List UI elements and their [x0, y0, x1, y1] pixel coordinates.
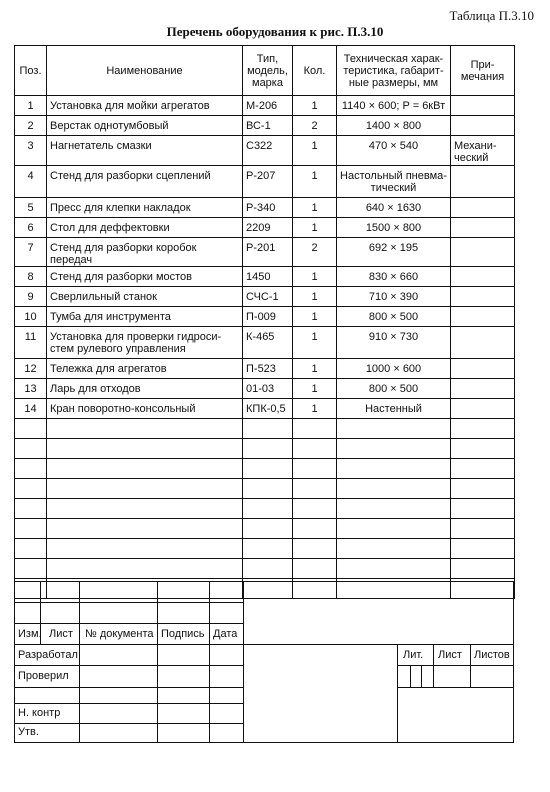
empty-cell [15, 419, 47, 439]
cell-note [451, 238, 515, 267]
empty-cell [451, 519, 515, 539]
cell-qty: 1 [293, 136, 337, 166]
cell-pos: 14 [15, 399, 47, 419]
table-row [15, 166, 515, 198]
cell-pos: 5 [15, 198, 47, 218]
empty-cell [293, 519, 337, 539]
cell-qty: 1 [293, 218, 337, 238]
cell-type: Р-340 [243, 198, 293, 218]
cell-note [451, 96, 515, 116]
empty-cell [451, 559, 515, 579]
empty-cell [293, 459, 337, 479]
cell-spec: 800 × 500 [337, 307, 451, 327]
cell-pos: 1 [15, 96, 47, 116]
empty-row [15, 539, 515, 559]
cell-name: Тележка для агрегатов [47, 359, 243, 379]
empty-cell [243, 459, 293, 479]
empty-cell [293, 539, 337, 559]
empty-cell [15, 439, 47, 459]
table-row [15, 198, 515, 218]
empty-cell [15, 519, 47, 539]
empty-cell [243, 479, 293, 499]
empty-cell [47, 439, 243, 459]
cell-type: П-523 [243, 359, 293, 379]
table-row [15, 267, 515, 287]
empty-cell [47, 499, 243, 519]
cell-name: Кран поворотно-консольный [47, 399, 243, 419]
cell-qty: 1 [293, 379, 337, 399]
equipment-table [14, 45, 515, 599]
empty-cell [243, 419, 293, 439]
empty-cell [337, 499, 451, 519]
cell-name: Стенд для разборки коробок передач [47, 238, 243, 267]
cell-type: СЧС-1 [243, 287, 293, 307]
cell-pos: 6 [15, 218, 47, 238]
empty-cell [451, 439, 515, 459]
cell-pos: 13 [15, 379, 47, 399]
cell-pos: 7 [15, 238, 47, 267]
empty-cell [337, 439, 451, 459]
empty-cell [293, 499, 337, 519]
cell-note [451, 327, 515, 359]
empty-cell [15, 479, 47, 499]
cell-note [451, 218, 515, 238]
empty-cell [337, 419, 451, 439]
cell-type: С322 [243, 136, 293, 166]
empty-cell [47, 559, 243, 579]
cell-spec: 830 × 660 [337, 267, 451, 287]
cell-note [451, 399, 515, 419]
header-qty: Кол. [293, 46, 337, 96]
empty-row [15, 419, 515, 439]
header-pos: Поз. [15, 46, 47, 96]
cell-qty: 1 [293, 327, 337, 359]
empty-cell [47, 519, 243, 539]
cell-qty: 2 [293, 116, 337, 136]
stamp-n-control: Н. контр [18, 707, 61, 719]
stamp-izm: Изм. [18, 628, 42, 640]
cell-name: Тумба для инструмента [47, 307, 243, 327]
cell-name: Стенд для разборки сцеплений [47, 166, 243, 198]
empty-cell [451, 419, 515, 439]
cell-name: Установка для проверки гидроси- стем рулевого управления [47, 327, 243, 359]
table-row [15, 96, 515, 116]
empty-cell [337, 459, 451, 479]
empty-cell [293, 439, 337, 459]
empty-row [15, 499, 515, 519]
table-row [15, 238, 515, 267]
empty-cell [243, 519, 293, 539]
cell-spec: 910 × 730 [337, 327, 451, 359]
cell-spec: 1500 × 800 [337, 218, 451, 238]
table-row [15, 218, 515, 238]
cell-type: 1450 [243, 267, 293, 287]
empty-cell [293, 559, 337, 579]
empty-cell [243, 559, 293, 579]
table-row [15, 287, 515, 307]
equipment-rows [15, 96, 515, 599]
empty-cell [337, 559, 451, 579]
empty-cell [451, 539, 515, 559]
cell-qty: 1 [293, 359, 337, 379]
cell-name: Нагнетатель смазки [47, 136, 243, 166]
cell-qty: 1 [293, 399, 337, 419]
table-caption: Таблица П.3.10 [449, 8, 534, 23]
table-row [15, 399, 515, 419]
empty-cell [47, 419, 243, 439]
cell-note [451, 359, 515, 379]
cell-note [451, 166, 515, 198]
cell-spec: 800 × 500 [337, 379, 451, 399]
cell-note [451, 379, 515, 399]
empty-row [15, 459, 515, 479]
cell-spec: Настольный пневма- тический [337, 166, 451, 198]
empty-row [15, 519, 515, 539]
header-spec: Техническая харак- теристика, габарит- ные размеры, мм [337, 46, 451, 96]
stamp-list: Лист [49, 628, 73, 640]
title-block [14, 581, 514, 743]
cell-spec: 1000 × 600 [337, 359, 451, 379]
cell-qty: 2 [293, 238, 337, 267]
stamp-doc-no: № документа [85, 628, 154, 640]
header-name: Наименование [47, 46, 243, 96]
stamp-date: Дата [213, 628, 238, 640]
cell-pos: 9 [15, 287, 47, 307]
cell-note [451, 287, 515, 307]
cell-note [451, 307, 515, 327]
cell-qty: 1 [293, 307, 337, 327]
cell-type: 2209 [243, 218, 293, 238]
empty-row [15, 439, 515, 459]
empty-cell [337, 539, 451, 559]
cell-type: Р-207 [243, 166, 293, 198]
empty-cell [451, 459, 515, 479]
stamp-sheets: Листов [474, 649, 510, 661]
empty-cell [47, 479, 243, 499]
page-title: Перечень оборудования к рис. П.3.10 [166, 24, 384, 39]
cell-qty: 1 [293, 287, 337, 307]
cell-qty: 1 [293, 198, 337, 218]
cell-pos: 10 [15, 307, 47, 327]
cell-name: Стенд для разборки мостов [47, 267, 243, 287]
cell-pos: 2 [15, 116, 47, 136]
cell-name: Установка для мойки агрегатов [47, 96, 243, 116]
stamp-lit: Лит. [403, 649, 424, 661]
table-row [15, 136, 515, 166]
empty-row [15, 559, 515, 579]
empty-cell [337, 519, 451, 539]
empty-cell [451, 479, 515, 499]
cell-note: Механи- ческий [451, 136, 515, 166]
cell-pos: 12 [15, 359, 47, 379]
cell-name: Ларь для отходов [47, 379, 243, 399]
stamp-checked: Проверил [18, 670, 69, 682]
header-type: Тип, модель, марка [243, 46, 293, 96]
table-row [15, 359, 515, 379]
empty-cell [293, 479, 337, 499]
table-row [15, 327, 515, 359]
cell-name: Стол для деффектовки [47, 218, 243, 238]
cell-qty: 1 [293, 96, 337, 116]
cell-spec: 1140 × 600; P = 6кВт [337, 96, 451, 116]
cell-type: К-465 [243, 327, 293, 359]
stamp-approved: Утв. [18, 726, 39, 738]
table-row [15, 379, 515, 399]
table-row [15, 116, 515, 136]
cell-pos: 3 [15, 136, 47, 166]
cell-spec: 640 × 1630 [337, 198, 451, 218]
cell-note [451, 267, 515, 287]
cell-pos: 8 [15, 267, 47, 287]
cell-spec: 470 × 540 [337, 136, 451, 166]
cell-spec: 692 × 195 [337, 238, 451, 267]
empty-cell [293, 419, 337, 439]
cell-qty: 1 [293, 267, 337, 287]
cell-type: П-009 [243, 307, 293, 327]
cell-type: М-206 [243, 96, 293, 116]
cell-spec: 710 × 390 [337, 287, 451, 307]
cell-spec: Настенный [337, 399, 451, 419]
empty-cell [243, 539, 293, 559]
empty-cell [337, 479, 451, 499]
empty-cell [15, 539, 47, 559]
cell-note [451, 198, 515, 218]
cell-type: Р-201 [243, 238, 293, 267]
empty-cell [451, 499, 515, 519]
empty-cell [47, 459, 243, 479]
cell-name: Верстак однотумбовый [47, 116, 243, 136]
stamp-developed: Разработал [18, 649, 78, 661]
cell-pos: 4 [15, 166, 47, 198]
table-row [15, 307, 515, 327]
empty-cell [15, 459, 47, 479]
stamp-sign: Подпись [161, 628, 205, 640]
cell-pos: 11 [15, 327, 47, 359]
cell-note [451, 116, 515, 136]
cell-type: 01-03 [243, 379, 293, 399]
cell-qty: 1 [293, 166, 337, 198]
empty-cell [243, 439, 293, 459]
cell-type: КПК-0,5 [243, 399, 293, 419]
empty-cell [47, 539, 243, 559]
empty-row [15, 479, 515, 499]
header-note: При- мечания [451, 46, 515, 96]
empty-cell [15, 499, 47, 519]
empty-cell [15, 559, 47, 579]
cell-name: Сверлильный станок [47, 287, 243, 307]
cell-spec: 1400 × 800 [337, 116, 451, 136]
stamp-sheet: Лист [438, 649, 462, 661]
cell-name: Пресс для клепки накладок [47, 198, 243, 218]
cell-type: ВС-1 [243, 116, 293, 136]
empty-cell [243, 499, 293, 519]
